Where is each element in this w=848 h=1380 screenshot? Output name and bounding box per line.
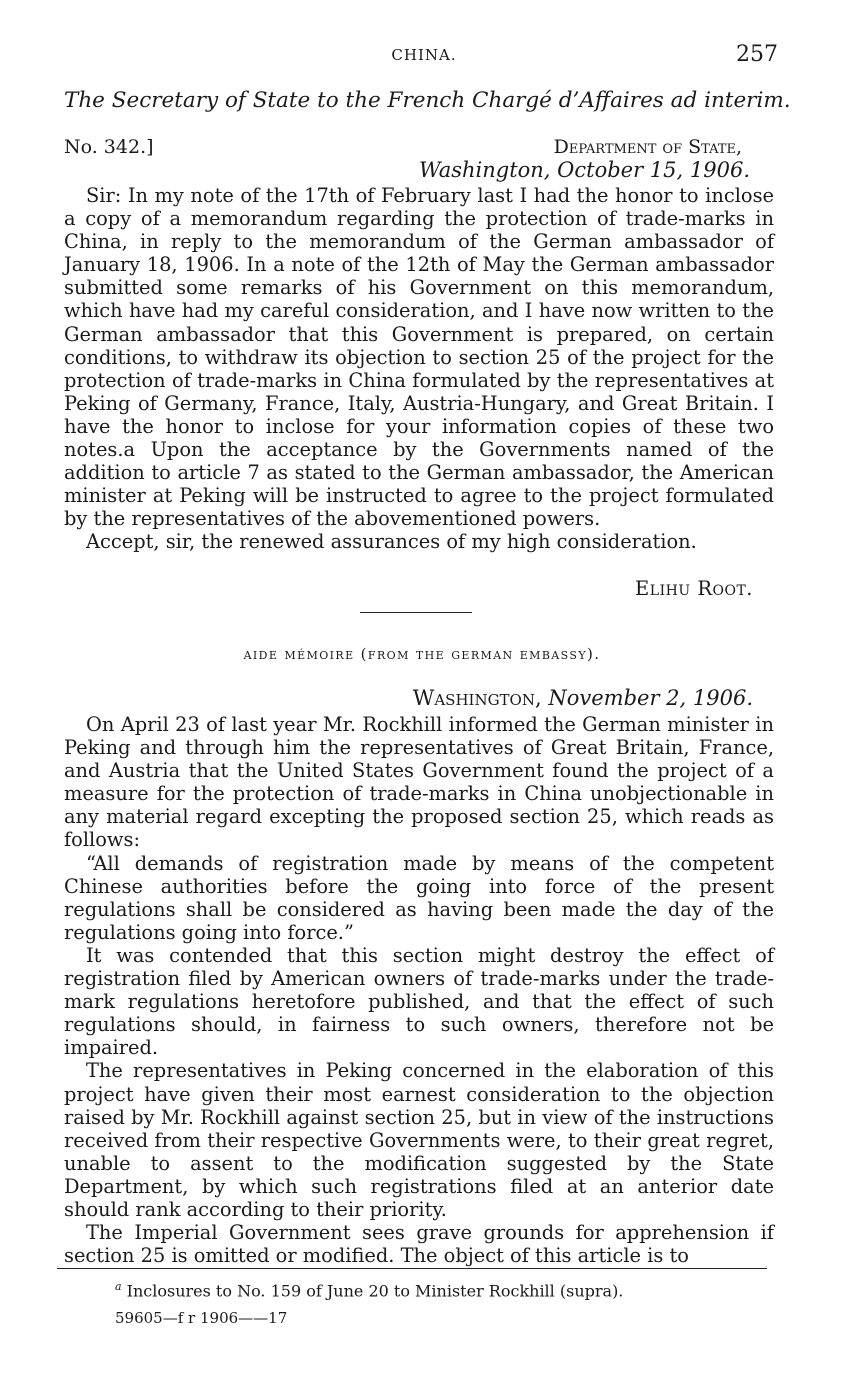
footnote-text: Inclosures to No. 159 of June 20 to Minister Rockhill (supra). xyxy=(126,1281,624,1301)
aide-paragraph: On April 23 of last year Mr. Rockhill informed the German minister in Peking and through him the representatives of Great Britain, France, and Austria that the United States Government found the project of a measure for the protection of trade-marks in China unobjectionable in any material regard excepting the proposed section 25, which reads as follows: xyxy=(64,713,774,852)
letter-body xyxy=(64,184,774,554)
letter-department: Department of State, xyxy=(553,136,742,158)
aide-memoire-place: Washington, xyxy=(412,686,542,710)
aide-paragraph: The Imperial Government sees grave grounds for apprehension if section 25 is omitted or modified. The object of this article is to xyxy=(64,1221,774,1268)
aide-paragraph: It was contended that this section might destroy the effect of registration filed by American owners of trade-marks under the trade-mark regulations heretofore published, and that the effect of such regulations should, in fairness to such owners, therefore not be impaired. xyxy=(64,943,774,1060)
running-title: CHINA. xyxy=(391,46,457,64)
letter-number: No. 342.] xyxy=(64,136,154,158)
page-number: 257 xyxy=(736,42,778,67)
aide-memoire-date: November 2, 1906. xyxy=(548,686,753,710)
aide-paragraph: The representatives in Peking concerned in the elaboration of this project have given their most earnest consideration to the objection raised by Mr. Rockhill against section 25, but in view of the instructions received from their respective Governments were, to their great regret, unable to assent to the modification suggested by the State Department, by which such registrations filed at an anterior date should rank according to their priority. xyxy=(64,1059,774,1221)
letter-title: The Secretary of State to the French Chargé d’Affaires ad interim. xyxy=(64,88,791,113)
running-head xyxy=(0,42,848,68)
letter-date: Washington, October 15, 1906. xyxy=(418,158,750,182)
letter-paragraph: Sir: In my note of the 17th of February last I had the honor to inclose a copy of a memorandum regarding the protection of trade-marks in China, in reply to the memorandum of the German ambassador of January 18, 1906. In a note of the 12th of May the German ambassador submitted some remarks of his Government on this memorandum, which have had my careful consideration, and I have now written to the German ambassador that this Government is prepared, on certain conditions, to withdraw its objection to section 25 of the project for the protection of trade-marks in China formulated by the representatives at Peking of Germany, France, Italy, Austria-Hungary, and Great Britain. I have the honor to inclose for your information copies of these two notes.a Upon the acceptance by the Governments named of the addition to article 7 as stated to the German ambassador, the American minister at Peking will be instructed to agree to the project formulated by the representatives of the abovementioned powers. xyxy=(64,184,774,531)
aide-quotation: “All demands of registration made by means of the competent Chinese authorities before the going into force of the present regulations shall be considered as having been made the day of the regulations going into force.” xyxy=(64,851,774,944)
footnote-rule xyxy=(57,1268,767,1269)
footnote-marker: a xyxy=(115,1280,122,1293)
aide-memoire-dateline xyxy=(413,686,753,710)
signature: Elihu Root. xyxy=(635,577,753,600)
aide-memoire-body xyxy=(64,713,774,1267)
letter-reference-line xyxy=(64,136,780,182)
printer-signature-mark: 59605—f r 1906——17 xyxy=(115,1309,288,1327)
aide-memoire-heading: aide mémoire (from the german embassy). xyxy=(243,645,601,663)
section-divider xyxy=(360,612,472,613)
footnote xyxy=(115,1280,623,1300)
letter-closing: Accept, sir, the renewed assurances of my high consideration. xyxy=(86,530,697,554)
